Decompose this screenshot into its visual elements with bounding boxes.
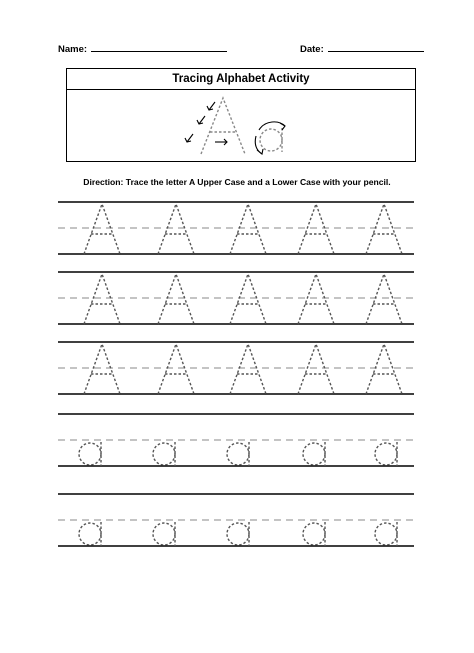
trace-letter-A[interactable] — [230, 344, 266, 394]
tracing-row-3 — [58, 338, 414, 398]
date-field[interactable] — [300, 42, 424, 55]
trace-letter-a[interactable] — [303, 442, 325, 466]
trace-letter-a[interactable] — [303, 522, 325, 546]
trace-letter-a[interactable] — [227, 442, 249, 466]
trace-letter-a[interactable] — [153, 442, 175, 466]
tracing-row-2 — [58, 268, 414, 328]
trace-letter-a[interactable] — [79, 442, 101, 466]
tracing-row-1 — [58, 198, 414, 258]
trace-letter-A[interactable] — [366, 204, 402, 254]
worksheet-title: Tracing Alphabet Activity — [67, 69, 415, 90]
title-box — [66, 68, 416, 162]
trace-letter-A[interactable] — [298, 274, 334, 324]
trace-letter-a[interactable] — [153, 522, 175, 546]
tracing-row-4-guides — [58, 410, 414, 470]
tracing-row-2-guides — [58, 268, 414, 328]
stroke-order-demo — [67, 90, 415, 162]
name-line[interactable] — [91, 42, 227, 52]
trace-letter-A[interactable] — [84, 274, 120, 324]
direction-text: Direction: Trace the letter A Upper Case and a Lower Case with your pencil. — [83, 177, 391, 187]
trace-letter-A[interactable] — [84, 204, 120, 254]
trace-letter-a[interactable] — [375, 442, 397, 466]
date-line[interactable] — [328, 42, 424, 52]
trace-letter-A[interactable] — [230, 274, 266, 324]
trace-letter-a[interactable] — [79, 522, 101, 546]
tracing-row-3-guides — [58, 338, 414, 398]
tracing-row-1-guides — [58, 198, 414, 258]
tracing-row-5 — [58, 490, 414, 550]
trace-letter-A[interactable] — [158, 274, 194, 324]
trace-letter-a[interactable] — [375, 522, 397, 546]
trace-letter-A[interactable] — [366, 344, 402, 394]
trace-letter-A[interactable] — [158, 344, 194, 394]
tracing-row-5-guides — [58, 490, 414, 550]
stroke-order-illustration — [67, 90, 414, 162]
trace-letter-A[interactable] — [298, 344, 334, 394]
trace-letter-A[interactable] — [230, 204, 266, 254]
date-label: Date: — [300, 44, 324, 55]
trace-letter-A[interactable] — [298, 204, 334, 254]
name-label: Name: — [58, 44, 88, 55]
tracing-row-4 — [58, 410, 414, 470]
trace-letter-A[interactable] — [84, 344, 120, 394]
name-field[interactable] — [58, 42, 227, 55]
trace-letter-A[interactable] — [158, 204, 194, 254]
trace-letter-a[interactable] — [227, 522, 249, 546]
trace-letter-A[interactable] — [366, 274, 402, 324]
